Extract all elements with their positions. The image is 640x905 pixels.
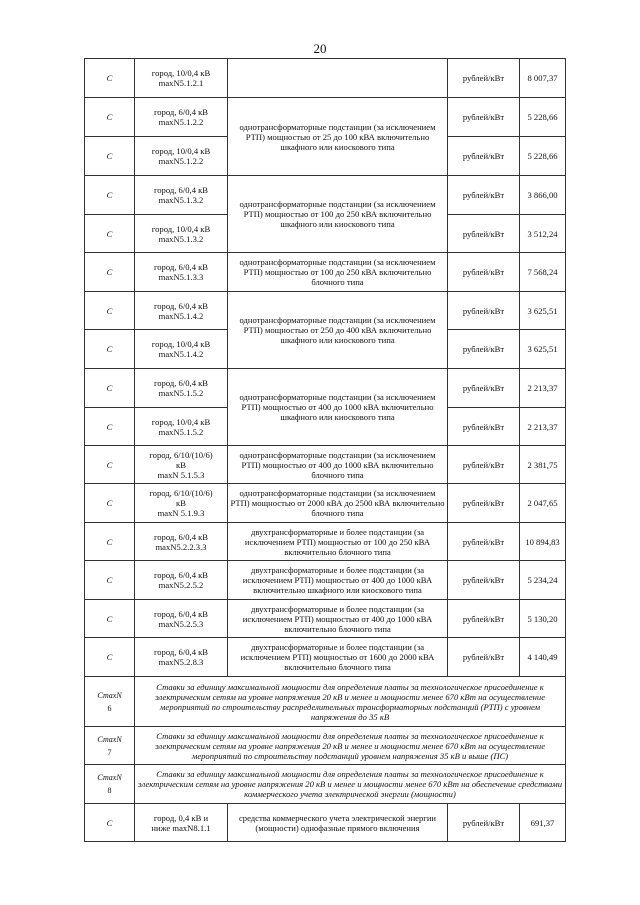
value-cell: 5 228,66 bbox=[520, 137, 566, 176]
unit-cell: рублей/кВт bbox=[448, 638, 520, 677]
unit-cell: рублей/кВт bbox=[448, 59, 520, 98]
description-cell: двухтрансформаторные и более подстанции (за исключением РТП) мощностью от 400 до 1000 кВА включительно шкафного или киоскового типа bbox=[228, 561, 448, 600]
condition-cell: город, 6/0,4 кВ maxN5.2.8.3 bbox=[135, 638, 228, 677]
rate-symbol: C bbox=[85, 176, 135, 215]
condition-cell: город, 6/10/(10/6) кВ maxN 5.1.5.3 bbox=[135, 446, 228, 484]
description-cell: двухтрансформаторные и более подстанции (за исключением РТП) мощностью от 100 до 250 кВА включительно блочного типа bbox=[228, 523, 448, 561]
table-row bbox=[85, 292, 566, 330]
section-symbol: CmaxN 7 bbox=[85, 727, 135, 765]
description-cell: средства коммерческого учета электрической энергии (мощности) однофазные прямого включения bbox=[228, 804, 448, 842]
rate-symbol: C bbox=[85, 215, 135, 253]
description-cell: однотрансформаторные подстанции (за исключением РТП) мощностью от 400 до 1000 кВА включительно шкафного или киоскового типа bbox=[228, 369, 448, 446]
condition-cell: город, 6/0,4 кВ maxN5.1.4.2 bbox=[135, 292, 228, 330]
rate-symbol: C bbox=[85, 137, 135, 176]
condition-cell: город, 6/0,4 кВ maxN5.1.3.2 bbox=[135, 176, 228, 215]
value-cell: 2 381,75 bbox=[520, 446, 566, 484]
condition-cell: город, 6/0,4 кВ maxN5.1.3.3 bbox=[135, 253, 228, 292]
description-cell: двухтрансформаторные и более подстанции (за исключением РТП) мощностью от 400 до 1000 кВА включительно блочного типа bbox=[228, 600, 448, 638]
unit-cell: рублей/кВт bbox=[448, 523, 520, 561]
rate-symbol: C bbox=[85, 59, 135, 98]
unit-cell: рублей/кВт bbox=[448, 330, 520, 369]
section-description: Ставки за единицу максимальной мощности для определения платы за технологическое присоединение к электрическим сетям на уровне напряжения 20 кВ и менее и мощности менее 670 кВт на обеспечение средствами коммерческого учета электрической энергии (мощности) bbox=[135, 765, 566, 804]
value-cell: 8 007,37 bbox=[520, 59, 566, 98]
unit-cell: рублей/кВт bbox=[448, 98, 520, 137]
rate-symbol: C bbox=[85, 561, 135, 600]
value-cell: 691,37 bbox=[520, 804, 566, 842]
table-row bbox=[85, 59, 566, 98]
rate-symbol: C bbox=[85, 98, 135, 137]
section-symbol: CmaxN 6 bbox=[85, 677, 135, 727]
rate-symbol: C bbox=[85, 804, 135, 842]
condition-cell: город, 6/0,4 кВ maxN5.2.2.3.3 bbox=[135, 523, 228, 561]
table-row bbox=[85, 369, 566, 408]
section-row bbox=[85, 677, 566, 727]
condition-cell: город, 10/0,4 кВ maxN5.1.2.1 bbox=[135, 59, 228, 98]
table-row bbox=[85, 600, 566, 638]
tariff-table bbox=[84, 58, 566, 842]
condition-cell: город, 0,4 кВ и ниже maxN8.1.1 bbox=[135, 804, 228, 842]
rate-symbol: C bbox=[85, 369, 135, 408]
condition-cell: город, 6/0,4 кВ maxN5.1.5.2 bbox=[135, 369, 228, 408]
description-cell: однотрансформаторные подстанции (за исключением РТП) мощностью от 2000 кВА до 2500 кВА включительно блочного типа bbox=[228, 484, 448, 523]
table-row bbox=[85, 176, 566, 215]
rate-symbol: C bbox=[85, 330, 135, 369]
rate-symbol: C bbox=[85, 638, 135, 677]
value-cell: 3 625,51 bbox=[520, 292, 566, 330]
table-row bbox=[85, 638, 566, 677]
section-row bbox=[85, 727, 566, 765]
value-cell: 5 234,24 bbox=[520, 561, 566, 600]
rate-symbol: C bbox=[85, 292, 135, 330]
condition-cell: город, 6/0,4 кВ maxN5.1.2.2 bbox=[135, 98, 228, 137]
condition-cell: город, 10/0,4 кВ maxN5.1.3.2 bbox=[135, 215, 228, 253]
unit-cell: рублей/кВт bbox=[448, 561, 520, 600]
table-row bbox=[85, 523, 566, 561]
condition-cell: город, 10/0,4 кВ maxN5.1.5.2 bbox=[135, 408, 228, 446]
unit-cell: рублей/кВт bbox=[448, 600, 520, 638]
value-cell: 2 047,65 bbox=[520, 484, 566, 523]
value-cell: 3 512,24 bbox=[520, 215, 566, 253]
description-cell: однотрансформаторные подстанции (за исключением РТП) мощностью от 400 до 1000 кВА включительно блочного типа bbox=[228, 446, 448, 484]
description-cell: однотрансформаторные подстанции (за исключением РТП) мощностью от 250 до 400 кВА включительно шкафного или киоскового типа bbox=[228, 292, 448, 369]
table-row bbox=[85, 98, 566, 137]
unit-cell: рублей/кВт bbox=[448, 804, 520, 842]
table-row bbox=[85, 253, 566, 292]
description-cell: двухтрансформаторные и более подстанции (за исключением РТП) мощностью от 1600 до 2000 кВА включительно блочного типа bbox=[228, 638, 448, 677]
unit-cell: рублей/кВт bbox=[448, 446, 520, 484]
rate-symbol: C bbox=[85, 484, 135, 523]
page-number: 20 bbox=[313, 41, 327, 56]
value-cell: 3 625,51 bbox=[520, 330, 566, 369]
unit-cell: рублей/кВт bbox=[448, 215, 520, 253]
value-cell: 7 568,24 bbox=[520, 253, 566, 292]
condition-cell: город, 6/0,4 кВ maxN5.2.5.2 bbox=[135, 561, 228, 600]
value-cell: 4 140,49 bbox=[520, 638, 566, 677]
description-cell: однотрансформаторные подстанции (за исключением РТП) мощностью от 100 до 250 кВА включительно шкафного или киоскового типа bbox=[228, 176, 448, 253]
section-symbol: CmaxN 8 bbox=[85, 765, 135, 804]
unit-cell: рублей/кВт bbox=[448, 176, 520, 215]
condition-cell: город, 6/10/(10/6) кВ maxN 5.1.9.3 bbox=[135, 484, 228, 523]
value-cell: 5 228,66 bbox=[520, 98, 566, 137]
value-cell: 5 130,20 bbox=[520, 600, 566, 638]
unit-cell: рублей/кВт bbox=[448, 292, 520, 330]
unit-cell: рублей/кВт bbox=[448, 484, 520, 523]
unit-cell: рублей/кВт bbox=[448, 369, 520, 408]
rate-symbol: C bbox=[85, 446, 135, 484]
table-row bbox=[85, 446, 566, 484]
description-cell: однотрансформаторные подстанции (за исключением РТП) мощностью от 25 до 100 кВА включительно шкафного или киоскового типа bbox=[228, 98, 448, 176]
section-row bbox=[85, 765, 566, 804]
value-cell: 2 213,37 bbox=[520, 369, 566, 408]
condition-cell: город, 10/0,4 кВ maxN5.1.2.2 bbox=[135, 137, 228, 176]
value-cell: 3 866,00 bbox=[520, 176, 566, 215]
value-cell: 10 894,83 bbox=[520, 523, 566, 561]
section-description: Ставки за единицу максимальной мощности для определения платы за технологическое присоединение к электрическим сетям на уровне напряжения 20 кВ и менее и мощности менее 670 кВт на осуществление мероприятий по строительству распределительных трансформаторных подстанций (РТП) с уровнем напряжения до 35 кВ bbox=[135, 677, 566, 727]
rate-symbol: C bbox=[85, 253, 135, 292]
table-row bbox=[85, 804, 566, 842]
rate-symbol: C bbox=[85, 408, 135, 446]
value-cell: 2 213,37 bbox=[520, 408, 566, 446]
table-row bbox=[85, 561, 566, 600]
rate-symbol: C bbox=[85, 600, 135, 638]
unit-cell: рублей/кВт bbox=[448, 408, 520, 446]
section-description: Ставки за единицу максимальной мощности для определения платы за технологическое присоединение к электрическим сетям на уровне напряжения 20 кВ и менее и мощности менее 670 кВт на осуществление мероприятий по строительству подстанций уровнем напряжения 35 кВ и выше (ПС) bbox=[135, 727, 566, 765]
condition-cell: город, 10/0,4 кВ maxN5.1.4.2 bbox=[135, 330, 228, 369]
unit-cell: рублей/кВт bbox=[448, 253, 520, 292]
table-row bbox=[85, 484, 566, 523]
description-cell bbox=[228, 59, 448, 98]
rate-symbol: C bbox=[85, 523, 135, 561]
description-cell: однотрансформаторные подстанции (за исключением РТП) мощностью от 100 до 250 кВА включительно блочного типа bbox=[228, 253, 448, 292]
unit-cell: рублей/кВт bbox=[448, 137, 520, 176]
condition-cell: город, 6/0,4 кВ maxN5.2.5.3 bbox=[135, 600, 228, 638]
